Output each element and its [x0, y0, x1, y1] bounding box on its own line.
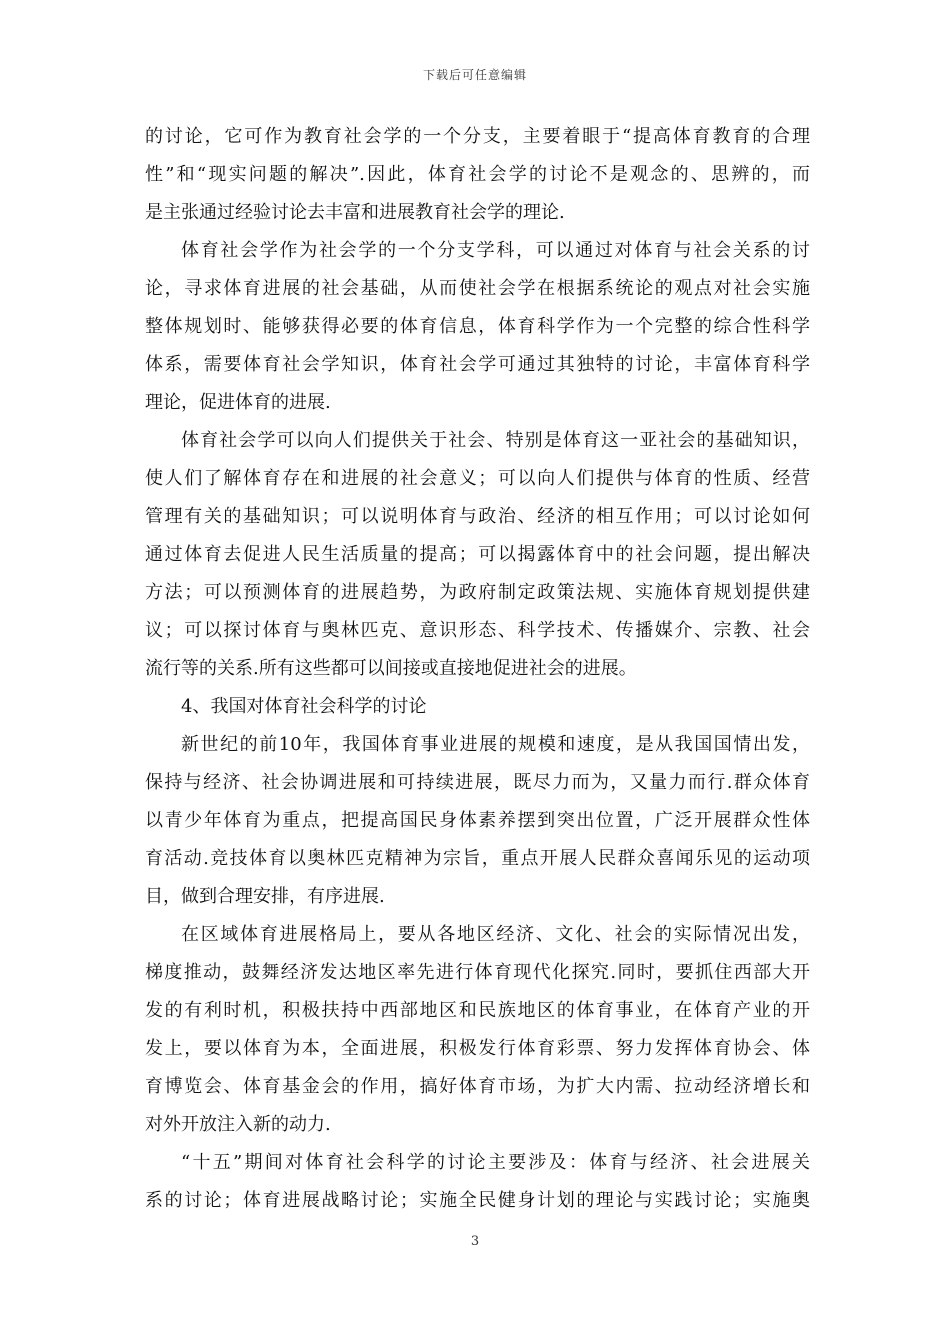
text-line: 在区域体育进展格局上，要从各地区经济、文化、社会的实际情况出发，	[181, 924, 810, 945]
text-line: 4、我国对体育社会科学的讨论	[181, 696, 427, 717]
text-line: 整体规划时、能够获得必要的体育信息，体育科学作为一个完整的综合性科学	[145, 316, 810, 337]
text-line: 的讨论，它可作为教育社会学的一个分支，主要着眼于“提高体育教育的合理	[145, 126, 810, 147]
page-header: 下载后可任意编辑	[422, 68, 527, 82]
text-line: 以青少年体育为重点，把提高国民身体素养摆到突出位置，广泛开展群众性体	[145, 810, 810, 831]
text-line: 发上，要以体育为本，全面进展，积极发行体育彩票、努力发挥体育协会、体	[145, 1038, 810, 1059]
text-line: 管理有关的基础知识；可以说明体育与政治、经济的相互作用；可以讨论如何	[145, 506, 810, 527]
text-line: 系的讨论；体育进展战略讨论；实施全民健身计划的理论与实践讨论；实施奥	[145, 1190, 810, 1211]
body-text	[145, 118, 810, 1220]
text-line: 议；可以探讨体育与奥林匹克、意识形态、科学技术、传播媒介、宗教、社会	[145, 620, 810, 641]
page-number: 3	[470, 1234, 480, 1249]
text-line: 梯度推动，鼓舞经济发达地区率先进行体育现代化探究.同时，要抓住西部大开	[145, 962, 810, 983]
text-line: 是主张通过经验讨论去丰富和进展教育社会学的理论.	[145, 202, 565, 223]
text-line: “十五”期间对体育社会科学的讨论主要涉及：体育与经济、社会进展关	[181, 1152, 810, 1173]
text-line: 通过体育去促进人民生活质量的提高；可以揭露体育中的社会问题，提出解决	[145, 544, 810, 565]
text-line: 保持与经济、社会协调进展和可持续进展，既尽力而为，又量力而行.群众体育	[145, 772, 810, 793]
text-line: 新世纪的前10年，我国体育事业进展的规模和速度，是从我国国情出发，	[181, 734, 810, 755]
text-line: 育博览会、体育基金会的作用，搞好体育市场，为扩大内需、拉动经济增长和	[145, 1076, 810, 1097]
text-line: 论，寻求体育进展的社会基础，从而使社会学在根据系统论的观点对社会实施	[145, 278, 810, 299]
text-line: 目，做到合理安排，有序进展.	[145, 886, 385, 907]
text-line: 方法；可以预测体育的进展趋势，为政府制定政策法规、实施体育规划提供建	[145, 582, 810, 603]
text-line: 流行等的关系.所有这些都可以间接或直接地促进社会的进展。	[145, 658, 637, 679]
text-line: 使人们了解体育存在和进展的社会意义；可以向人们提供与体育的性质、经营	[145, 468, 810, 489]
text-line: 性”和“现实问题的解决”.因此，体育社会学的讨论不是观念的、思辨的，而	[145, 164, 810, 185]
text-line: 体系，需要体育社会学知识，体育社会学可通过其独特的讨论，丰富体育科学	[145, 354, 810, 375]
text-line: 体育社会学作为社会学的一个分支学科，可以通过对体育与社会关系的讨	[181, 240, 810, 261]
text-line: 发的有利时机，积极扶持中西部地区和民族地区的体育事业，在体育产业的开	[145, 1000, 810, 1021]
text-line: 理论，促进体育的进展.	[145, 392, 331, 413]
text-line: 育活动.竞技体育以奥林匹克精神为宗旨，重点开展人民群众喜闻乐见的运动项	[145, 848, 810, 869]
text-line: 对外开放注入新的动力.	[145, 1114, 331, 1135]
text-line: 体育社会学可以向人们提供关于社会、特别是体育这一亚社会的基础知识，	[181, 430, 810, 451]
